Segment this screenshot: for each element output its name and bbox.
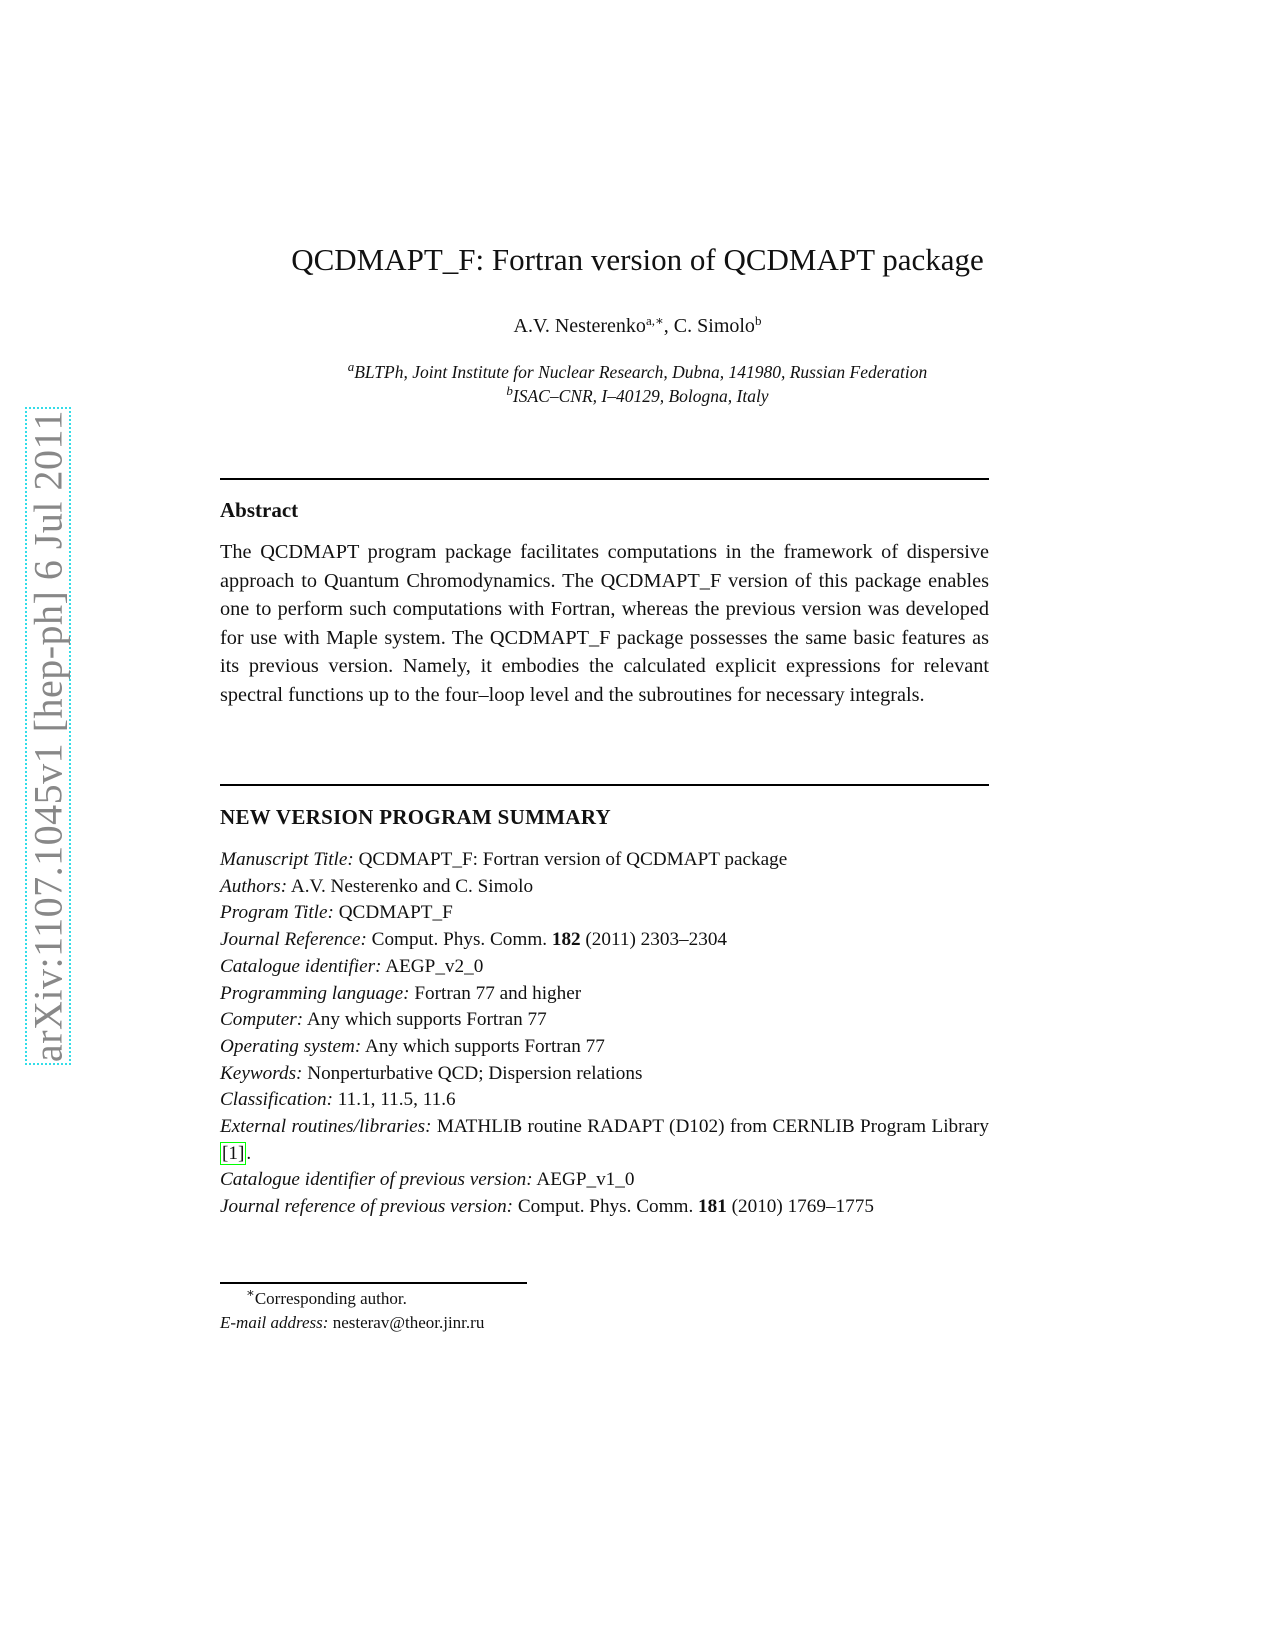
affiliation — [0, 359, 1275, 383]
summary-value-rest: . — [246, 1142, 252, 1164]
summary-item — [220, 927, 989, 954]
author-name: C. Simolo — [673, 315, 755, 337]
summary-value: AEGP_v1_0 — [536, 1169, 635, 1191]
author-affiliation-mark: a,∗ — [645, 313, 664, 328]
summary-label: Authors: — [220, 875, 288, 897]
summary-item — [220, 1167, 989, 1194]
divider — [220, 784, 989, 786]
volume-number: 182 — [551, 929, 581, 951]
summary-value-rest: (2010) 1769–1775 — [731, 1196, 874, 1218]
summary-item — [220, 954, 989, 981]
summary-value: Comput. Phys. Comm. — [371, 929, 548, 951]
summary-label: Catalogue identifier: — [220, 955, 382, 977]
summary-item — [220, 1114, 989, 1167]
summary-item — [220, 981, 989, 1008]
summary-label: Manuscript Title: — [220, 849, 354, 870]
summary-label: Operating system: — [220, 1035, 362, 1057]
summary-item — [220, 874, 989, 901]
summary-label: Programming language: — [220, 982, 410, 1004]
footnote-corresponding — [246, 1285, 407, 1309]
arxiv-stamp — [25, 407, 71, 1065]
summary-heading: NEW VERSION PROGRAM SUMMARY — [220, 805, 612, 829]
summary-value: A.V. Nesterenko and C. Simolo — [290, 875, 534, 897]
summary-value: AEGP_v2_0 — [385, 955, 484, 977]
summary-label: Journal Reference: — [220, 929, 367, 951]
authors — [0, 315, 1275, 338]
summary-value: 11.1, 11.5, 11.6 — [337, 1089, 456, 1111]
citation-link[interactable]: [1] — [222, 1142, 245, 1164]
summary-label: Computer: — [220, 1009, 304, 1031]
email-address: nesterav@theor.jinr.ru — [332, 1313, 485, 1332]
summary-value: Any which supports Fortran 77 — [306, 1009, 547, 1031]
divider — [220, 478, 989, 480]
summary-value: QCDMAPT_F: Fortran version of QCDMAPT package — [358, 849, 788, 870]
arxiv-identifier: arXiv:1107.1045v1 [hep-ph] 6 Jul 2011 — [25, 409, 71, 1063]
email-label: E-mail address: — [220, 1313, 329, 1332]
footnote-email — [220, 1313, 484, 1333]
author-name: A.V. Nesterenko — [513, 315, 646, 337]
summary-item — [220, 1007, 989, 1034]
summary-value: QCDMAPT_F — [338, 902, 453, 924]
footnote-text: Corresponding author. — [254, 1289, 407, 1308]
summary-value-rest: (2011) 2303–2304 — [585, 929, 728, 951]
summary-item — [220, 900, 989, 927]
affiliation-mark: a — [347, 359, 355, 374]
program-summary — [220, 847, 989, 1221]
affiliation-mark: b — [506, 383, 513, 398]
footnote-rule — [220, 1282, 527, 1284]
affiliation-text: ISAC–CNR, I–40129, Bologna, Italy — [512, 386, 769, 406]
summary-item — [220, 1034, 989, 1061]
summary-label: Catalogue identifier of previous version: — [220, 1169, 533, 1191]
abstract-heading: Abstract — [220, 498, 299, 522]
paper-title: QCDMAPT_F: Fortran version of QCDMAPT package — [291, 242, 984, 277]
affiliation-text: BLTPh, Joint Institute for Nuclear Research, Dubna, 141980, Russian Federation — [354, 362, 928, 382]
author-affiliation-mark: b — [754, 313, 762, 328]
volume-number: 181 — [698, 1196, 727, 1218]
affiliation — [0, 383, 1275, 407]
summary-item — [220, 1061, 989, 1088]
summary-item — [220, 1087, 989, 1114]
summary-value: Comput. Phys. Comm. — [517, 1196, 694, 1218]
abstract-text: The QCDMAPT program package facilitates computations in the framework of dispersive approach to Quantum Chromodynamics. The QCDMAPT_F version of this package enables one to perform such computations with Fortran, whereas the previous version was developed for use with Maple system. The QCDMAPT_F package possesses the same basic features as its previous version. Namely, it embodies the calculated explicit expressions for relevant spectral functions up to the four–loop level and the subroutines for necessary integrals. — [220, 541, 989, 706]
summary-value: Fortran 77 and higher — [414, 982, 582, 1004]
summary-value: Any which supports Fortran 77 — [364, 1035, 605, 1057]
summary-item — [220, 1194, 989, 1221]
summary-value: Nonperturbative QCD; Dispersion relations — [307, 1062, 643, 1084]
summary-item — [220, 847, 989, 874]
summary-label: Classification: — [220, 1089, 333, 1111]
summary-label: Keywords: — [220, 1062, 303, 1084]
footnote-mark: ∗ — [246, 1285, 255, 1300]
summary-label: External routines/libraries: — [220, 1116, 432, 1138]
citation-number[interactable]: 1 — [228, 1142, 238, 1164]
summary-label: Journal reference of previous version: — [220, 1196, 514, 1218]
summary-value: MATHLIB routine RADAPT (D102) from CERNLIB Program Library — [436, 1116, 990, 1138]
author-separator: , — [663, 315, 674, 337]
summary-label: Program Title: — [220, 902, 334, 924]
